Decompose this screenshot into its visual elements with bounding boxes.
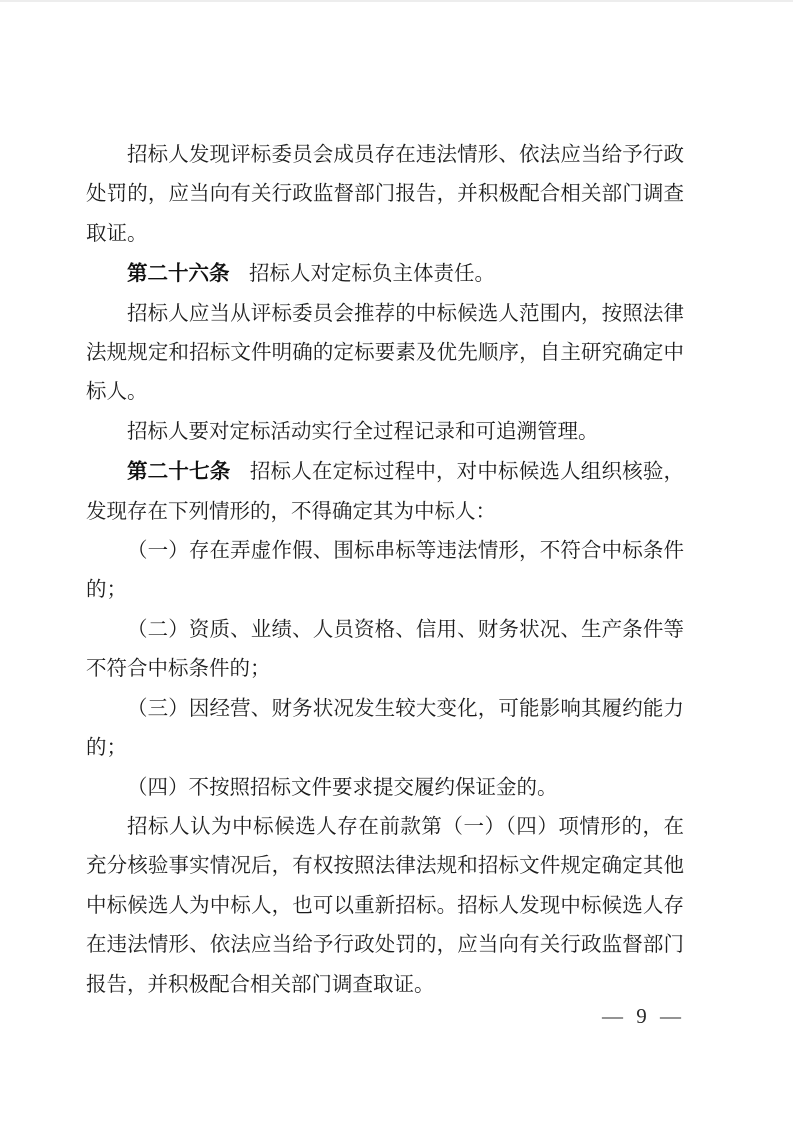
paragraph-traceable-records: 招标人要对定标活动实行全过程记录和可追溯管理。	[127, 420, 599, 443]
document-body	[86, 136, 684, 1005]
list-item-3-financial-changes: （三）因经营、财务状况发生较大变化，可能影响其履约能力的；	[86, 697, 684, 760]
paragraph-report-violation-evaluation: 招标人发现评标委员会成员存在违法情形、依法应当给予行政处罚的，应当向有关行政监督部门报告，并积极配合相关部门调查取证。	[86, 144, 684, 245]
clause-number-article-26: 第二十六条	[127, 262, 230, 286]
clause-number-article-27: 第二十七条	[127, 460, 231, 484]
paragraph-select-winner-scope: 招标人应当从评标委员会推荐的中标候选人范围内，按照法律法规规定和招标文件明确的定标要素及优先顺序，自主研究确定中标人。	[86, 302, 684, 404]
scan-top-edge	[0, 0, 793, 2]
list-item-4-performance-bond: （四）不按照招标文件要求提交履约保证金的。	[127, 776, 558, 799]
paragraph-alternate-winner-rebid: 招标人认为中标候选人存在前款第（一）（四）项情形的，在充分核验事实情况后，有权按照法律法规和招标文件规定确定其他中标候选人为中标人，也可以重新招标。招标人发现中标候选人存在违法情形、依法应当给予行政处罚的，应当向有关行政监督部门报告，并积极配合相关部门调查取证。	[86, 815, 684, 996]
list-item-1-fraud-collusion: （一）存在弄虚作假、围标串标等违法情形，不符合中标条件的；	[86, 540, 684, 602]
clause-text-article-26: 招标人对定标负主体责任。	[248, 263, 495, 286]
clause-text-article-27: 招标人在定标过程中，对中标候选人组织核验，发现存在下列情形的，不得确定其为中标人：	[86, 461, 684, 523]
list-item-2-qualifications: （二）资质、业绩、人员资格、信用、财务状况、生产条件等不符合中标条件的；	[86, 618, 684, 681]
paragraph-article-26	[86, 254, 684, 294]
paragraph-article-27	[86, 452, 684, 532]
page-number: — 9 —	[602, 1004, 681, 1028]
